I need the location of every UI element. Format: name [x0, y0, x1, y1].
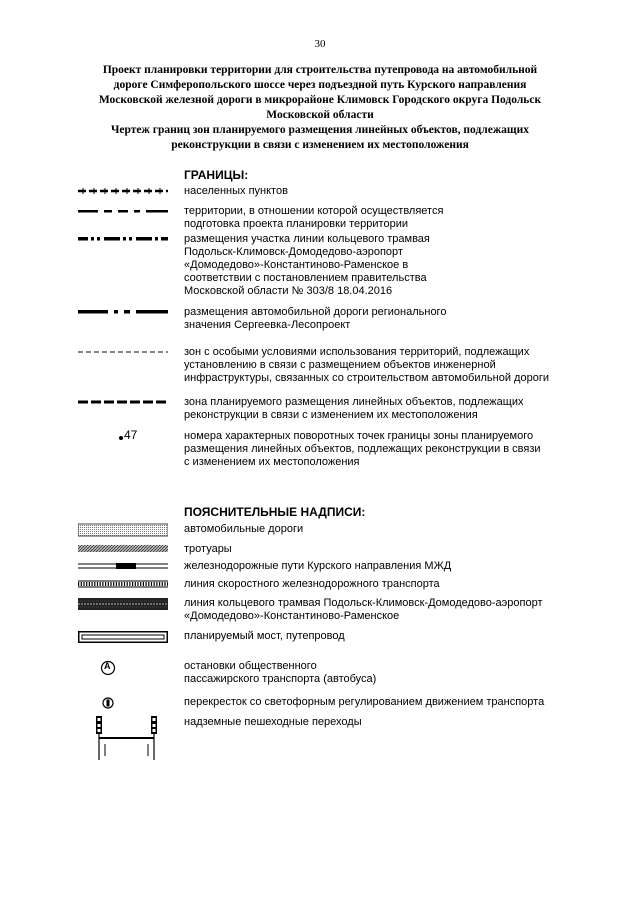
title-line: дороге Симферопольского шоссе через подъездной путь Курского направления — [113, 79, 527, 91]
tram-line-boundary-symbol — [78, 233, 168, 245]
legend-text: с изменением их местоположения — [184, 456, 360, 468]
legend-text: установлению в связи с размещением объектов инженерной — [184, 359, 496, 371]
legend-text: зон с особыми условиями использования территорий, подлежащих — [184, 346, 530, 358]
title-line: Проект планировки территории для строительства путепровода на автомобильной — [102, 64, 538, 76]
legend-text: инфраструктуры, связанных со строительством автомобильной дороги — [184, 372, 549, 384]
legend-text: линия кольцевого трамвая Подольск-Климовск-Домодедово-аэропорт — [184, 597, 543, 609]
linear-objects-zone-symbol — [78, 396, 168, 408]
legend-text: железнодорожные пути Курского направления МЖД — [184, 560, 452, 572]
boundaries-heading: ГРАНИЦЫ: — [184, 168, 249, 182]
legend-text: надземные пешеходные переходы — [184, 716, 362, 728]
legend-text: номера характерных поворотных точек границы зоны планируемого — [184, 430, 534, 442]
legend-text: остановки общественного — [184, 660, 317, 672]
high-speed-rail-symbol — [78, 578, 168, 590]
roads-symbol — [78, 523, 168, 537]
settlement-boundary-symbol — [78, 185, 168, 197]
legend-text: значения Сергеевка-Лесопроект — [184, 319, 351, 331]
legend-text: линия скоростного железнодорожного транспорта — [184, 578, 440, 590]
legend-text: размещения участка линии кольцевого трамвая — [184, 233, 430, 245]
document-title — [70, 63, 570, 153]
title-line: реконструкции в связи с изменением их местоположения — [171, 139, 469, 151]
legend-text: «Домодедово»-Константиново-Раменское в — [184, 259, 409, 271]
page-number: 30 — [314, 38, 326, 50]
legend-text: зона планируемого размещения линейных объектов, подлежащих — [184, 396, 524, 408]
legend-text: планируемый мост, путепровод — [184, 630, 345, 642]
legend-text: перекресток со светофорным регулированием движением транспорта — [184, 696, 545, 708]
sidewalks-symbol — [78, 543, 168, 553]
legend-text: населенных пунктов — [184, 185, 288, 197]
legend-text: соответствии с постановлением правительства — [184, 272, 427, 284]
legend-text: Подольск-Климовск-Домодедово-аэропорт — [184, 246, 403, 258]
legend-text: тротуары — [184, 543, 232, 555]
bus-stop-symbol — [78, 660, 168, 676]
point-dot-icon — [119, 436, 123, 440]
planning-territory-boundary-symbol — [78, 205, 168, 217]
legend-text: размещения линейных объектов, подлежащих реконструкции в связи — [184, 443, 541, 455]
title-line: Чертеж границ зон планируемого размещения линейных объектов, подлежащих — [110, 124, 530, 136]
railway-symbol — [78, 560, 168, 572]
legend-text: территории, в отношении которой осуществляется — [184, 205, 444, 217]
legend-text: Московской области № 303/8 18.04.2016 — [184, 285, 393, 297]
tram-symbol — [78, 597, 168, 611]
legend-text: «Домодедово»-Константиново-Раменское — [184, 610, 400, 622]
legend-text: подготовка проекта планировки территории — [184, 218, 408, 230]
special-zones-boundary-symbol — [78, 346, 168, 358]
bus-stop-icon-label: А — [104, 661, 111, 671]
notes-heading: ПОЯСНИТЕЛЬНЫЕ НАДПИСИ: — [184, 505, 366, 519]
legend-text: размещения автомобильной дороги регионального — [184, 306, 447, 318]
legend-text: реконструкции в связи с изменением их местоположения — [184, 409, 478, 421]
title-line: Московской железной дороги в микрорайоне Климовск Городского округа Подольск — [98, 94, 542, 106]
bridge-symbol — [78, 630, 168, 644]
regional-road-boundary-symbol — [78, 306, 168, 318]
traffic-light-symbol — [78, 696, 168, 710]
point-number-label: 47 — [124, 428, 138, 442]
title-line: Московской области — [266, 109, 374, 121]
pedestrian-crossing-symbol — [78, 716, 168, 760]
legend-text: пассажирского транспорта (автобуса) — [184, 673, 377, 685]
legend-text: автомобильные дороги — [184, 523, 304, 535]
